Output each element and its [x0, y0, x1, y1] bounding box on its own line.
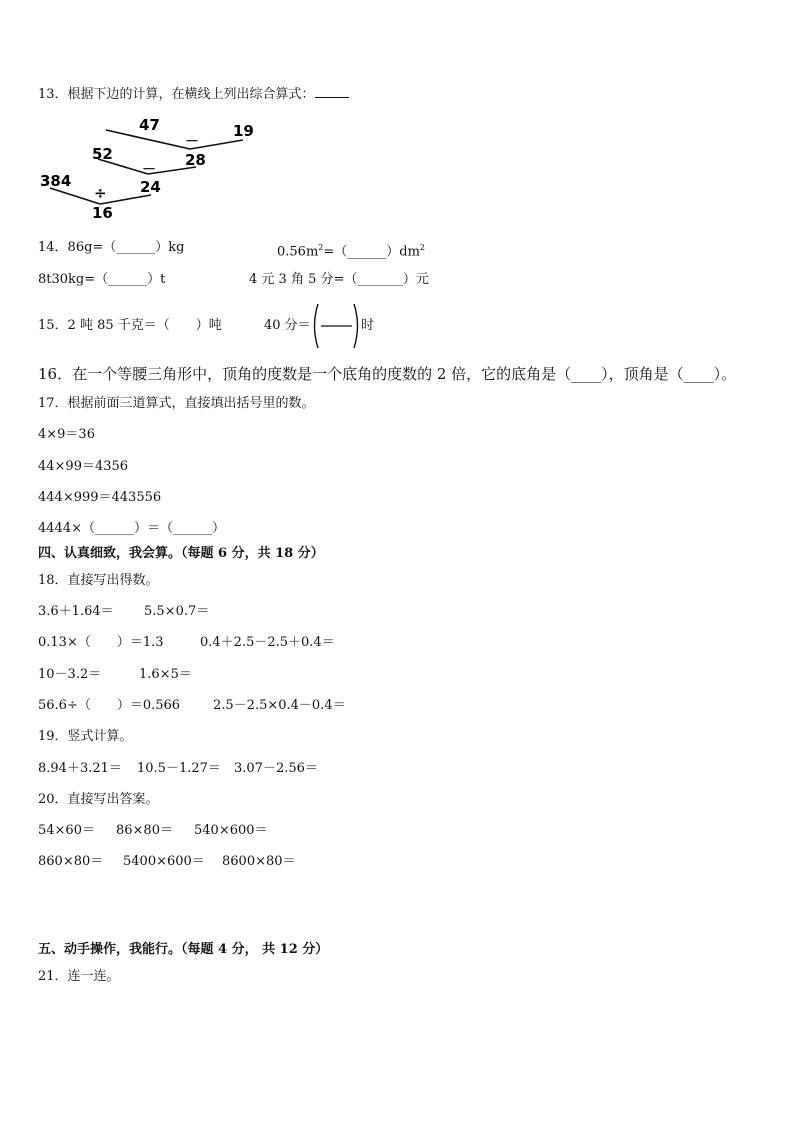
diagram-n24: 24	[140, 178, 161, 196]
q20-title: 20．直接写出答案。	[38, 792, 159, 807]
q18-r3-a: 10－3.2＝	[38, 667, 102, 682]
q17-line-1: 4×9＝36	[38, 427, 95, 442]
q15-b: 40 分＝	[264, 318, 311, 333]
q18-r4-b: 2.5－2.5×0.4－0.4＝	[213, 698, 346, 713]
q14-d: 4 元 3 角 5 分=（_______）元	[249, 272, 429, 287]
q20-r1-b: 86×80＝	[116, 823, 173, 838]
diagram-div: ÷	[94, 184, 107, 202]
diagram-n52: 52	[92, 145, 113, 163]
q13-text: 13．根据下边的计算，在横线上列出综合算式：	[38, 85, 349, 103]
q20-r1-c: 540×600＝	[194, 823, 268, 838]
q19-item-1: 8.94＋3.21＝	[38, 761, 122, 776]
q19-item-3: 3.07－2.56＝	[234, 761, 318, 776]
q13-calculation-diagram	[38, 112, 278, 222]
q15-fraction-blank	[310, 302, 362, 350]
q13-answer-blank	[315, 85, 349, 98]
diagram-line-24	[100, 195, 151, 204]
q20-r2-a: 860×80＝	[38, 854, 104, 869]
diagram-n19: 19	[233, 122, 254, 140]
diagram-minus1: －	[185, 134, 199, 150]
q21-title: 21．连一连。	[38, 969, 120, 984]
q18-r2-a: 0.13×（ ）＝1.3	[38, 635, 164, 650]
q18-title: 18．直接写出得数。	[38, 573, 159, 588]
q17-line-2: 44×99＝4356	[38, 459, 129, 474]
q16-text: 16．在一个等腰三角形中，顶角的度数是一个底角的度数的 2 倍，它的底角是（____），顶角是（____）。	[38, 365, 737, 383]
q17-line-4: 4444×（______）＝（______）	[38, 521, 225, 536]
q14-a: 14．86g=（______）kg	[38, 240, 185, 255]
q20-r2-c: 8600×80＝	[222, 854, 296, 869]
q17-title: 17．根据前面三道算式，直接填出括号里的数。	[38, 396, 315, 411]
q15-a: 15．2 吨 85 千克＝（ ）吨	[38, 318, 222, 333]
diagram-n47: 47	[139, 116, 160, 134]
section4-title: 四、认真细致，我会算。（每题 6 分，共 18 分）	[38, 546, 324, 561]
section5-title: 五、动手操作，我能行。（每题 4 分， 共 12 分）	[38, 942, 329, 957]
q18-r1-b: 5.5×0.7＝	[144, 604, 210, 619]
q18-r3-b: 1.6×5＝	[139, 667, 192, 682]
q18-r1-a: 3.6＋1.64＝	[38, 604, 114, 619]
diagram-minus2: －	[142, 162, 156, 178]
q20-r1-a: 54×60＝	[38, 823, 95, 838]
q19-item-2: 10.5－1.27＝	[137, 761, 221, 776]
q18-r2-b: 0.4＋2.5－2.5＋0.4＝	[200, 635, 335, 650]
q18-r4-a: 56.6÷（ ）＝0.566	[38, 698, 181, 713]
q20-r2-b: 5400×600＝	[123, 854, 205, 869]
q15-b-unit: 时	[361, 318, 375, 333]
q14-c: 8t30kg=（______）t	[38, 272, 166, 287]
diagram-n384: 384	[40, 172, 72, 190]
diagram-n28: 28	[185, 151, 206, 169]
diagram-n16: 16	[92, 204, 113, 222]
q17-line-3: 444×999＝443556	[38, 490, 162, 505]
q19-title: 19．竖式计算。	[38, 729, 133, 744]
diagram-line-384	[50, 188, 100, 204]
q14-b: $0.56m^2=(\_\_\_\_\_\_)dm^2$	[277, 243, 426, 260]
